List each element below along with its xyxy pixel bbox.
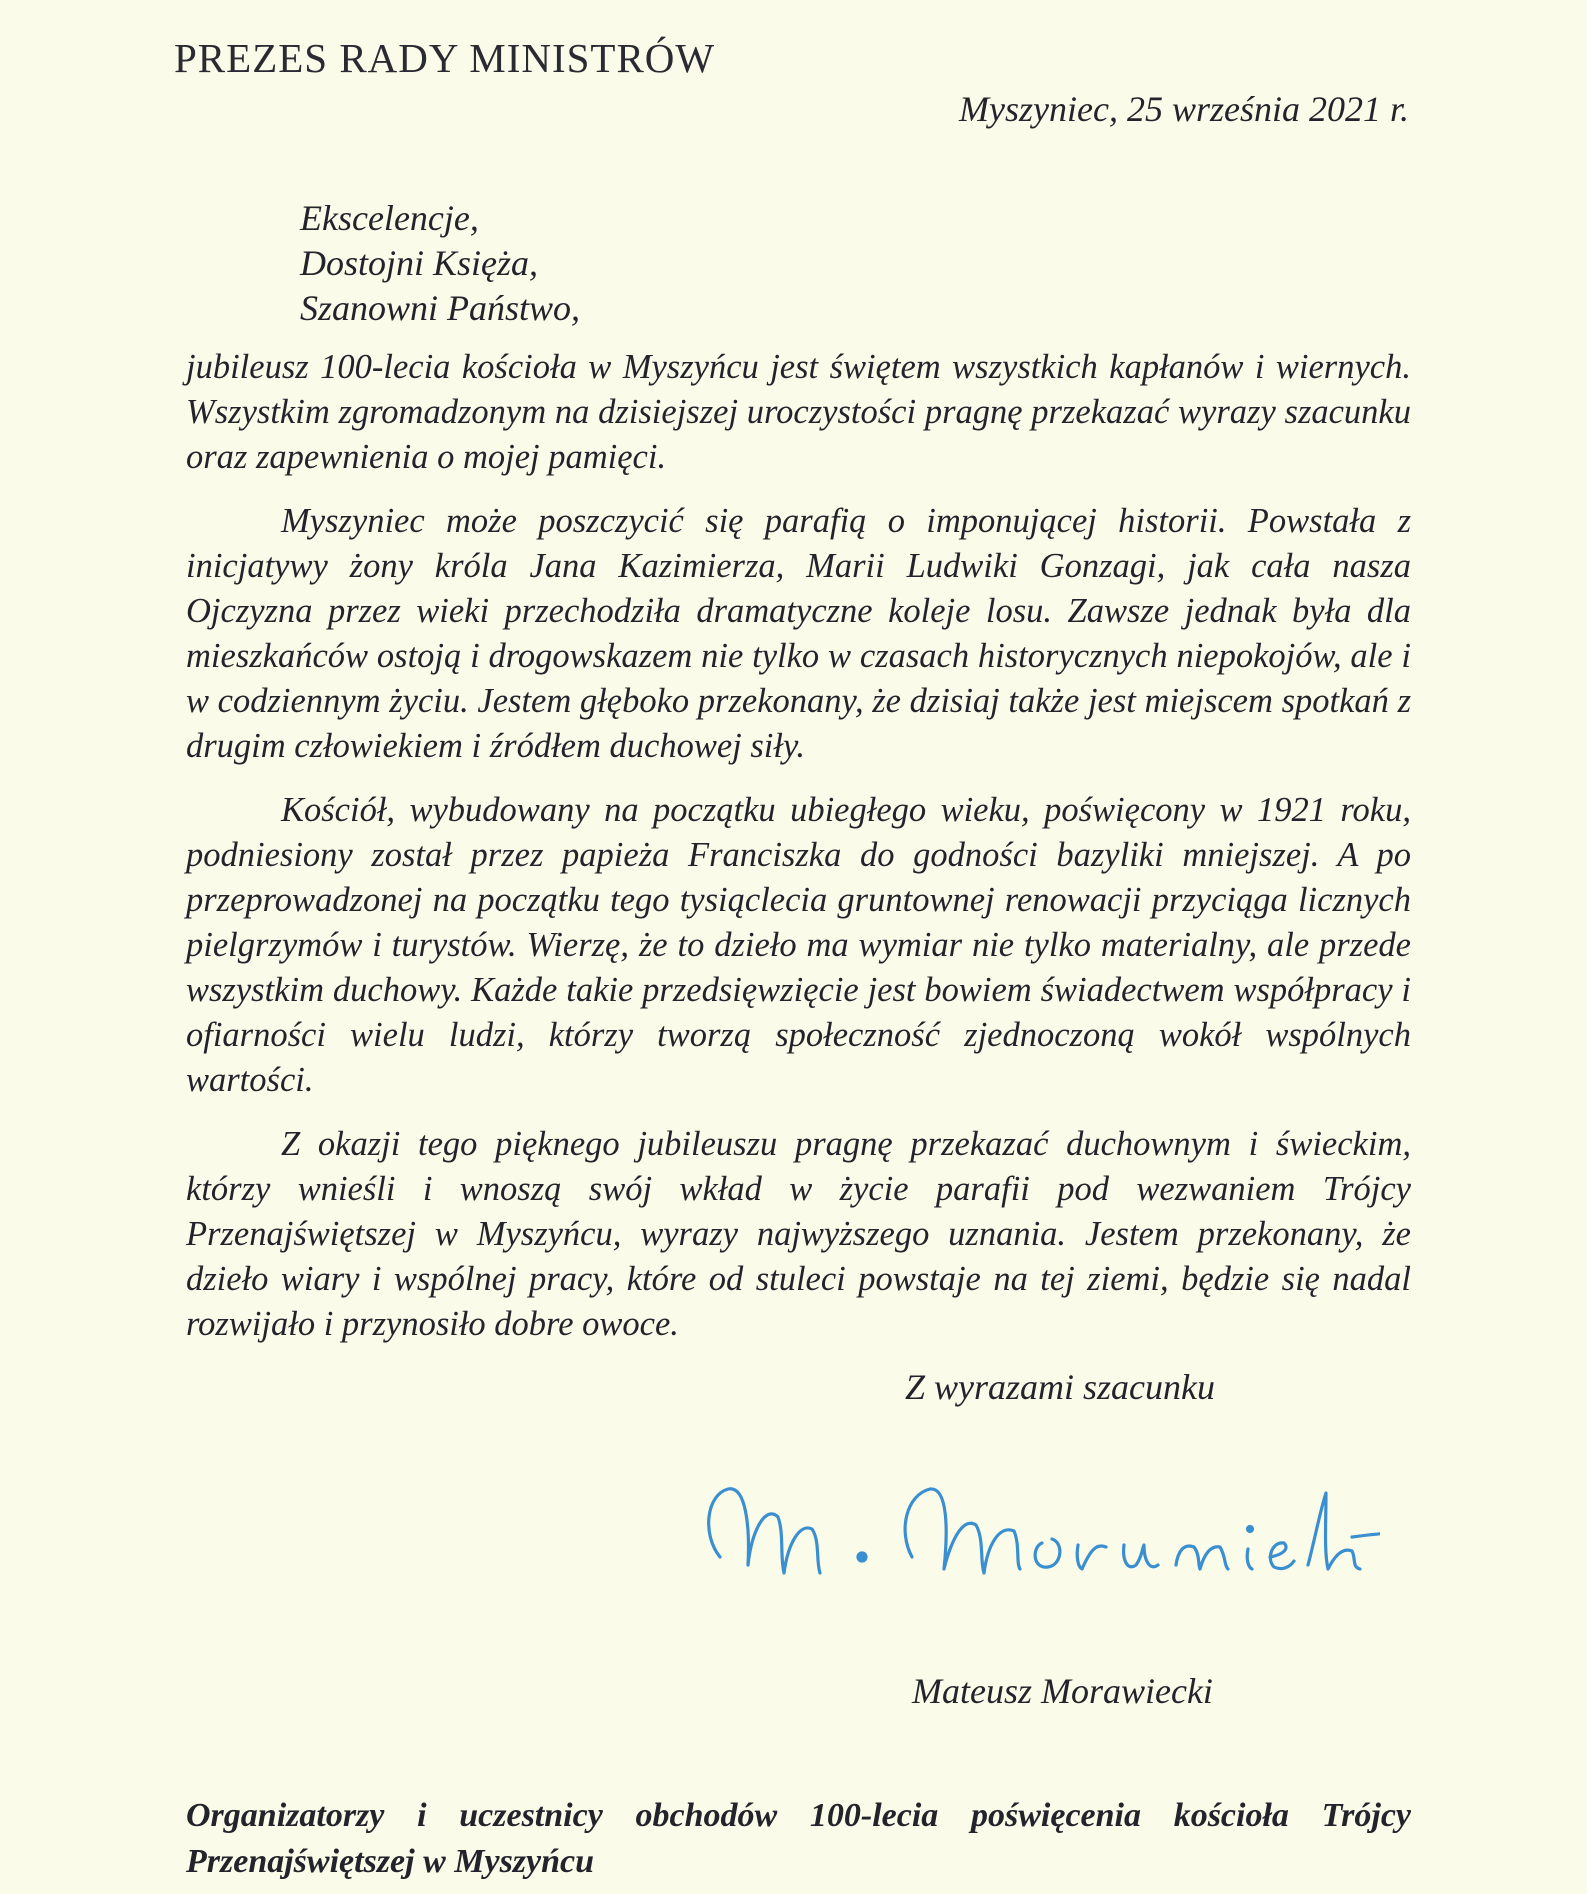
body-paragraph: Z okazji tego pięknego jubileuszu pragnę przekazać duchownym i świeckim, którzy wnieśli i wnoszą swój wkład w życie parafii pod wezwaniem Trójcy Przenajświętszej w Myszyńcu, wyrazy najwyższego uznania. Jestem przekonany, że dzieło wiary i wspólnej pracy, które od stuleci powstaje na tej ziemi, będzie się nadal rozwijało i przynosiło dobre owoce. [186,1125,1411,1343]
letterhead: PREZES RADY MINISTRÓW [174,35,716,81]
letter-body [186,345,1411,1366]
handwritten-signature [680,1465,1380,1600]
salutation-line: Dostojni Księża, [300,243,539,283]
body-paragraph: Kościół, wybudowany na początku ubiegłego wieku, poświęcony w 1921 roku, podniesiony został przez papieża Franciszka do godności bazyliki mniejszej. A po przeprowadzonej na początku tego tysiąclecia gruntownej renowacji przyciąga licznych pielgrzymów i turystów. Wierzę, że to dzieło ma wymiar nie tylko materialny, ale przede wszystkim duchowy. Każde takie przedsięwzięcie jest bowiem świadectwem współpracy i ofiarności wielu ludzi, którzy tworzą społeczność zjednoczoną wokół wspólnych wartości. [186,791,1411,1099]
body-paragraph: Myszyniec może poszczycić się parafią o imponującej historii. Powstała z inicjatywy żony króla Jana Kazimierza, Marii Ludwiki Gonzagi, jak cała nasza Ojczyzna przez wieki przechodziła dramatyczne koleje losu. Zawsze jednak była dla mieszkańców ostoją i drogowskazem nie tylko w czasach historycznych niepokojów, ale i w codziennym życiu. Jestem głęboko przekonany, że dzisiaj także jest miejscem spotkań z drugim człowiekiem i źródłem duchowej siły. [186,502,1411,765]
salutation-line: Szanowni Państwo, [300,288,581,328]
salutation [300,196,580,331]
signer-name: Mateusz Morawiecki [912,1671,1213,1711]
closing-phrase: Z wyrazami szacunku [905,1367,1216,1407]
letter-date: Myszyniec, 25 września 2021 r. [959,89,1409,129]
salutation-line: Ekscelencje, [300,198,479,238]
addressee: Organizatorzy i uczestnicy obchodów 100-lecia poświęcenia kościoła Trójcy Przenajświętszej w Myszyńcu [186,1797,1411,1880]
body-paragraph: jubileusz 100-lecia kościoła w Myszyńcu jest świętem wszystkich kapłanów i wiernych. Wszystkim zgromadzonym na dzisiejszej uroczystości pragnę przekazać wyrazy szacunku oraz zapewnienia o mojej pamięci. [186,348,1411,476]
